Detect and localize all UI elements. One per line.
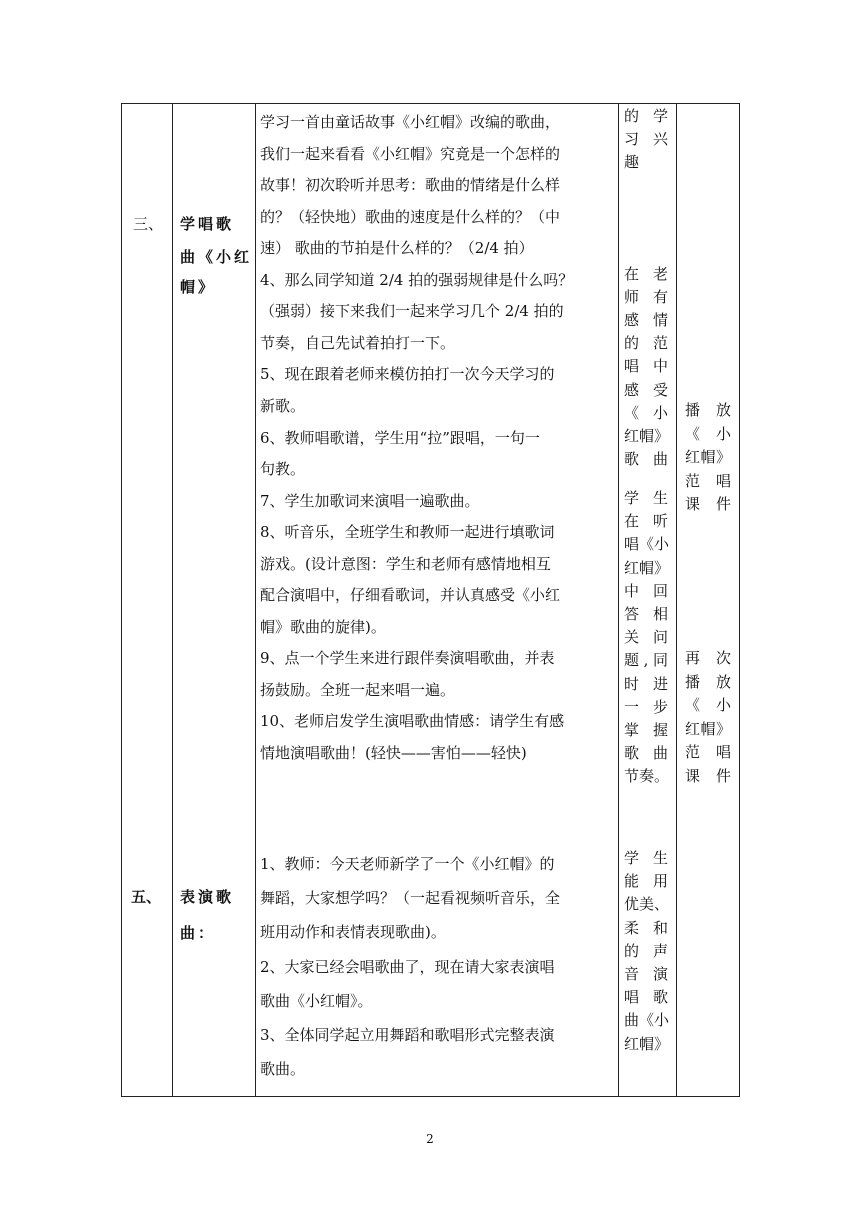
section5-title-line: 曲：	[180, 924, 217, 942]
goal-line: 习 兴	[624, 130, 668, 148]
section3-content-line: 情地演唱歌曲！(轻快——害怕——轻快)	[260, 744, 527, 762]
section3-title-line: 帽》	[180, 278, 217, 296]
goal-line: 在 老	[624, 265, 668, 283]
media-line: 范 唱	[685, 472, 731, 490]
goal-line: 师 有	[624, 288, 668, 306]
section3-content-line: 故事！初次聆听并思考：歌曲的情绪是什么样	[260, 176, 561, 194]
section5-content-line: 2、大家已经会唱歌曲了，现在请大家表演唱	[260, 958, 555, 976]
section3-content-line: 配合演唱中，仔细看歌词，并认真感受《小红	[260, 586, 561, 604]
goal-line: 在 听	[624, 512, 668, 530]
goal-line: 时 进	[624, 675, 668, 693]
section5-content-line: 班用动作和表情表现歌曲)。	[260, 923, 446, 941]
media-line: 红 帽 》	[685, 720, 731, 738]
section3-content-line: 游戏。(设计意图：学生和老师有感情地相互	[260, 555, 551, 573]
goal-line: 唱 《 小	[624, 535, 670, 553]
goal-line: 一 步	[624, 698, 668, 716]
column-divider	[172, 104, 173, 1096]
section5-content-line: 1、教师：今天老师新学了一个《小红帽》的	[260, 855, 555, 873]
section3-content-line: 句教。	[260, 460, 306, 478]
goal-line: 感 情	[624, 311, 668, 329]
media-line: 再 次	[685, 649, 731, 667]
goal-line: 感 受	[624, 381, 668, 399]
goal-line: 柔 和	[624, 919, 668, 937]
media-line: 红 帽 》	[685, 448, 731, 466]
section3-content-line: 学习一首由童话故事《小红帽》改编的歌曲，	[260, 113, 561, 131]
column-divider	[676, 104, 677, 1096]
goal-line: 红 帽 》	[624, 1035, 670, 1053]
goal-line: 节 奏 。	[624, 767, 670, 785]
goal-line: 曲 《 小	[624, 1011, 670, 1029]
media-line: 课 件	[685, 495, 731, 513]
media-line: 《 小	[685, 425, 731, 443]
section3-content-line: 我们一起来看看《小红帽》究竟是一个怎样的	[260, 145, 561, 163]
media-line: 范 唱	[685, 743, 731, 761]
section3-content-line: 新歌。	[260, 397, 306, 415]
goal-line: 的 范	[624, 334, 668, 352]
goal-line: 红 帽 》	[624, 559, 670, 577]
section3-content-line: （强弱）接下来我们一起来学习几个 2/4 拍的	[260, 302, 564, 320]
section3-content-line: 4、那么同学知道 2/4 拍的强弱规律是什么吗？	[260, 271, 574, 289]
goal-line: 学 生	[624, 489, 668, 507]
section3-number: 三、	[133, 215, 164, 233]
section3-content-line: 6、教师唱歌谱，学生用“拉”跟唱，一句一	[260, 429, 540, 447]
goal-line: 《 小	[624, 404, 668, 422]
section3-content-line: 帽》歌曲的旋律)。	[260, 618, 386, 636]
section5-content-line: 舞蹈，大家想学吗？（一起看视频听音乐，全	[260, 889, 561, 907]
section3-content-line: 10、老师启发学生演唱歌曲情感：请学生有感	[260, 712, 565, 730]
goal-line: 唱 歌	[624, 988, 668, 1006]
goal-line: 答 相	[624, 605, 668, 623]
section5-content-line: 3、全体同学起立用舞蹈和歌唱形式完整表演	[260, 1026, 555, 1044]
section3-title-line: 曲《小红	[180, 248, 253, 266]
section3-content-line: 5、现在跟着老师来模仿拍打一次今天学习的	[260, 365, 555, 383]
media-line: 《 小	[685, 696, 731, 714]
section3-content-line: 9、点一个学生来进行跟伴奏演唱歌曲，并表	[260, 649, 555, 667]
section5-number: 五、	[131, 888, 162, 906]
goal-line: 歌 曲	[624, 450, 668, 468]
media-line: 播 放	[685, 401, 731, 419]
section3-title-line: 学唱歌	[180, 215, 235, 233]
goal-line: 唱 中	[624, 357, 668, 375]
section3-content-line: 扬鼓励。全班一起来唱一遍。	[260, 681, 456, 699]
section3-content-line: 节奏，自己先试着拍打一下。	[260, 334, 456, 352]
goal-line: 关 问	[624, 628, 668, 646]
goal-line: 的 声	[624, 942, 668, 960]
goal-line: 中 回	[624, 582, 668, 600]
section3-content-line: 8、听音乐，全班学生和教师一起进行填歌词	[260, 523, 555, 541]
column-divider	[255, 104, 256, 1096]
goal-line: 能 用	[624, 872, 668, 890]
media-line: 播 放	[685, 673, 731, 691]
goal-line: 红 帽 》	[624, 427, 670, 445]
section3-content-line: 速） 歌曲的节拍是什么样的？（2/4 拍）	[260, 239, 534, 257]
goal-line: 优 美 、	[624, 895, 670, 913]
goal-line: 学 生	[624, 849, 668, 867]
goal-line: 歌 曲	[624, 744, 668, 762]
section5-content-line: 歌曲。	[260, 1060, 306, 1078]
goal-line: 掌 握	[624, 721, 668, 739]
section3-content-line: 的？（轻快地）歌曲的速度是什么样的？（中	[260, 208, 561, 226]
media-line: 课 件	[685, 767, 731, 785]
page-number: 2	[426, 1132, 434, 1146]
goal-line: 的 学	[624, 107, 668, 125]
goal-line: 音 演	[624, 965, 668, 983]
section5-content-line: 歌曲《小红帽》。	[260, 992, 373, 1010]
section5-title-line: 表演歌	[180, 888, 235, 906]
goal-line: 题 , 同	[624, 651, 668, 669]
section3-content-line: 7、学生加歌词来演唱一遍歌曲。	[260, 492, 480, 510]
goal-line: 趣	[624, 153, 640, 171]
column-divider	[618, 104, 619, 1096]
